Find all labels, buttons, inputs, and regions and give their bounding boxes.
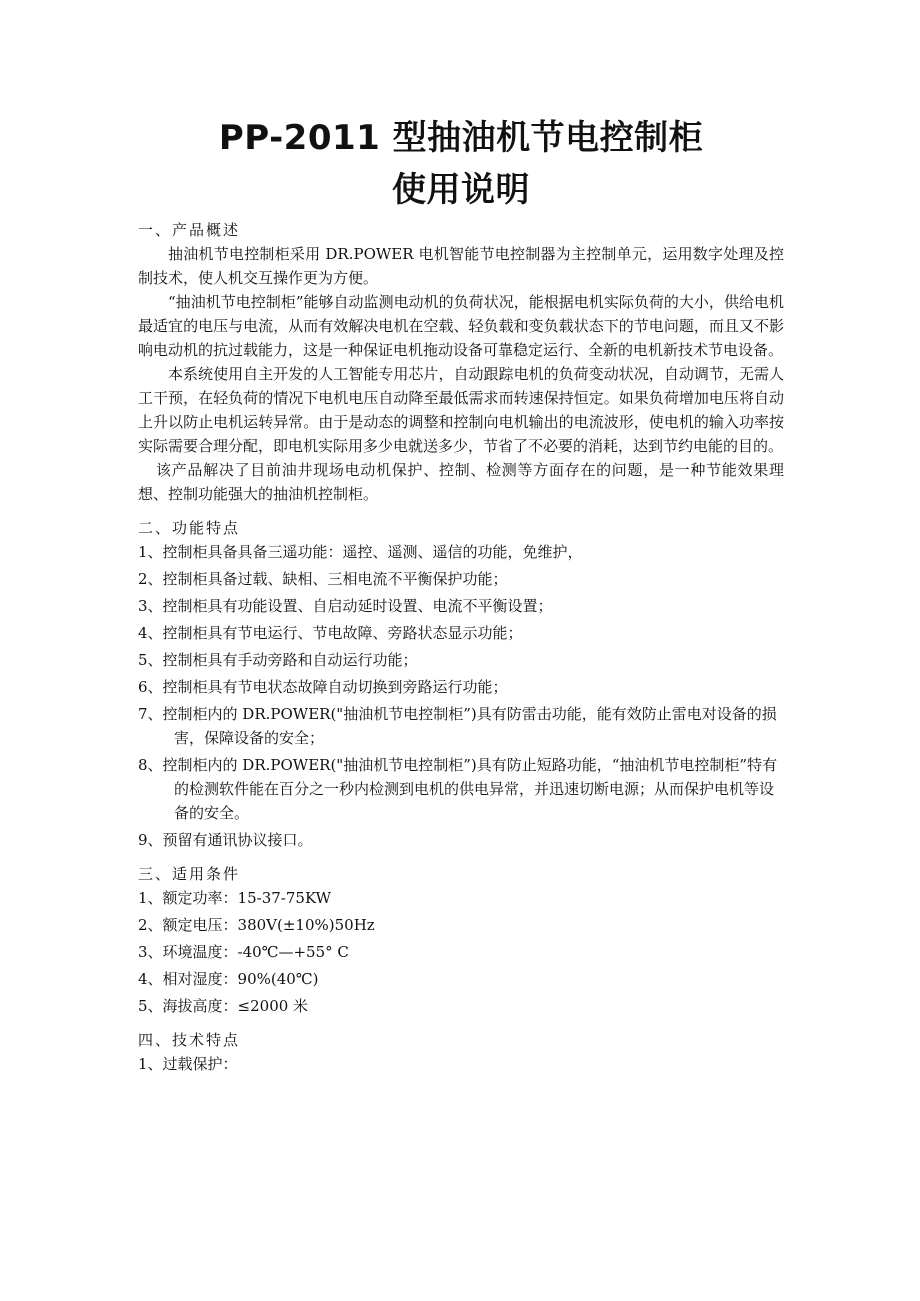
overview-paragraph-4: 该产品解决了目前油井现场电动机保护、控制、检测等方面存在的问题，是一种节能效果理想、控制功能强大的抽油机控制柜。 [138,461,784,503]
technical-list [138,1052,784,1076]
list-item: 4、相对湿度：90%(40℃) [138,970,319,988]
list-item: 4、控制柜具有节电运行、节电故障、旁路状态显示功能； [138,624,523,642]
document-title: PP-2011 型抽油机节电控制柜 [218,118,704,158]
list-item: 7、控制柜内的 DR.POWER("抽油机节电控制柜”)具有防雷击功能，能有效防止雷电对设备的损害，保障设备的安全； [138,705,777,747]
list-item: 2、控制柜具备过载、缺相、三相电流不平衡保护功能； [138,570,508,588]
conditions-list [138,886,784,1018]
section-heading-overview: 一、产品概述 [138,221,241,239]
list-item: 5、控制柜具有手动旁路和自动运行功能； [138,651,418,669]
section-heading-conditions: 三、适用条件 [138,865,241,883]
overview-paragraph-1: 抽油机节电控制柜采用 DR.POWER 电机智能节电控制器为主控制单元，运用数字处理及控制技术，使人机交互操作更为方便。 [138,245,784,287]
document-subtitle: 使用说明 [392,170,530,210]
section-heading-technical: 四、技术特点 [138,1031,241,1049]
list-item: 1、额定功率：15-37-75KW [138,889,332,907]
overview-paragraph-2: “抽油机节电控制柜”能够自动监测电动机的负荷状况，能根据电机实际负荷的大小，供给电机最适宜的电压与电流，从而有效解决电机在空载、轻负载和变负载状态下的节电问题，而且又不影响电动机的抗过载能力，这是一种保证电机拖动设备可靠稳定运行、全新的电机新技术节电设备。 [138,293,784,359]
features-list [138,540,784,852]
section-heading-features: 二、功能特点 [138,519,241,537]
list-item: 1、过载保护： [138,1055,238,1073]
list-item: 5、海拔高度：≤2000 米 [138,997,309,1015]
list-item: 1、控制柜具备具备三遥功能：遥控、遥测、遥信的功能，免维护， [138,543,583,561]
list-item: 6、控制柜具有节电状态故障自动切换到旁路运行功能； [138,678,508,696]
overview-paragraph-3: 本系统使用自主开发的人工智能专用芯片，自动跟踪电机的负荷变动状况，自动调节，无需人工干预，在轻负荷的情况下电机电压自动降至最低需求而转速保持恒定。如果负荷增加电压将自动上升以防止电机运转异常。由于是动态的调整和控制向电机输出的电流波形，使电机的输入功率按实际需要合理分配，即电机实际用多少电就送多少，节省了不必要的消耗，达到节约电能的目的。 [138,365,784,455]
list-item: 8、控制柜内的 DR.POWER("抽油机节电控制柜”)具有防止短路功能，“抽油机节电控制柜”特有的检测软件能在百分之一秒内检测到电机的供电异常，并迅速切断电源；从而保护电机等设备的安全。 [138,756,778,822]
list-item: 2、额定电压：380V(±10%)50Hz [138,916,375,934]
list-item: 3、环境温度：-40℃—+55° C [138,943,349,961]
list-item: 9、预留有通讯协议接口。 [138,831,313,849]
list-item: 3、控制柜具有功能设置、自启动延时设置、电流不平衡设置； [138,597,553,615]
